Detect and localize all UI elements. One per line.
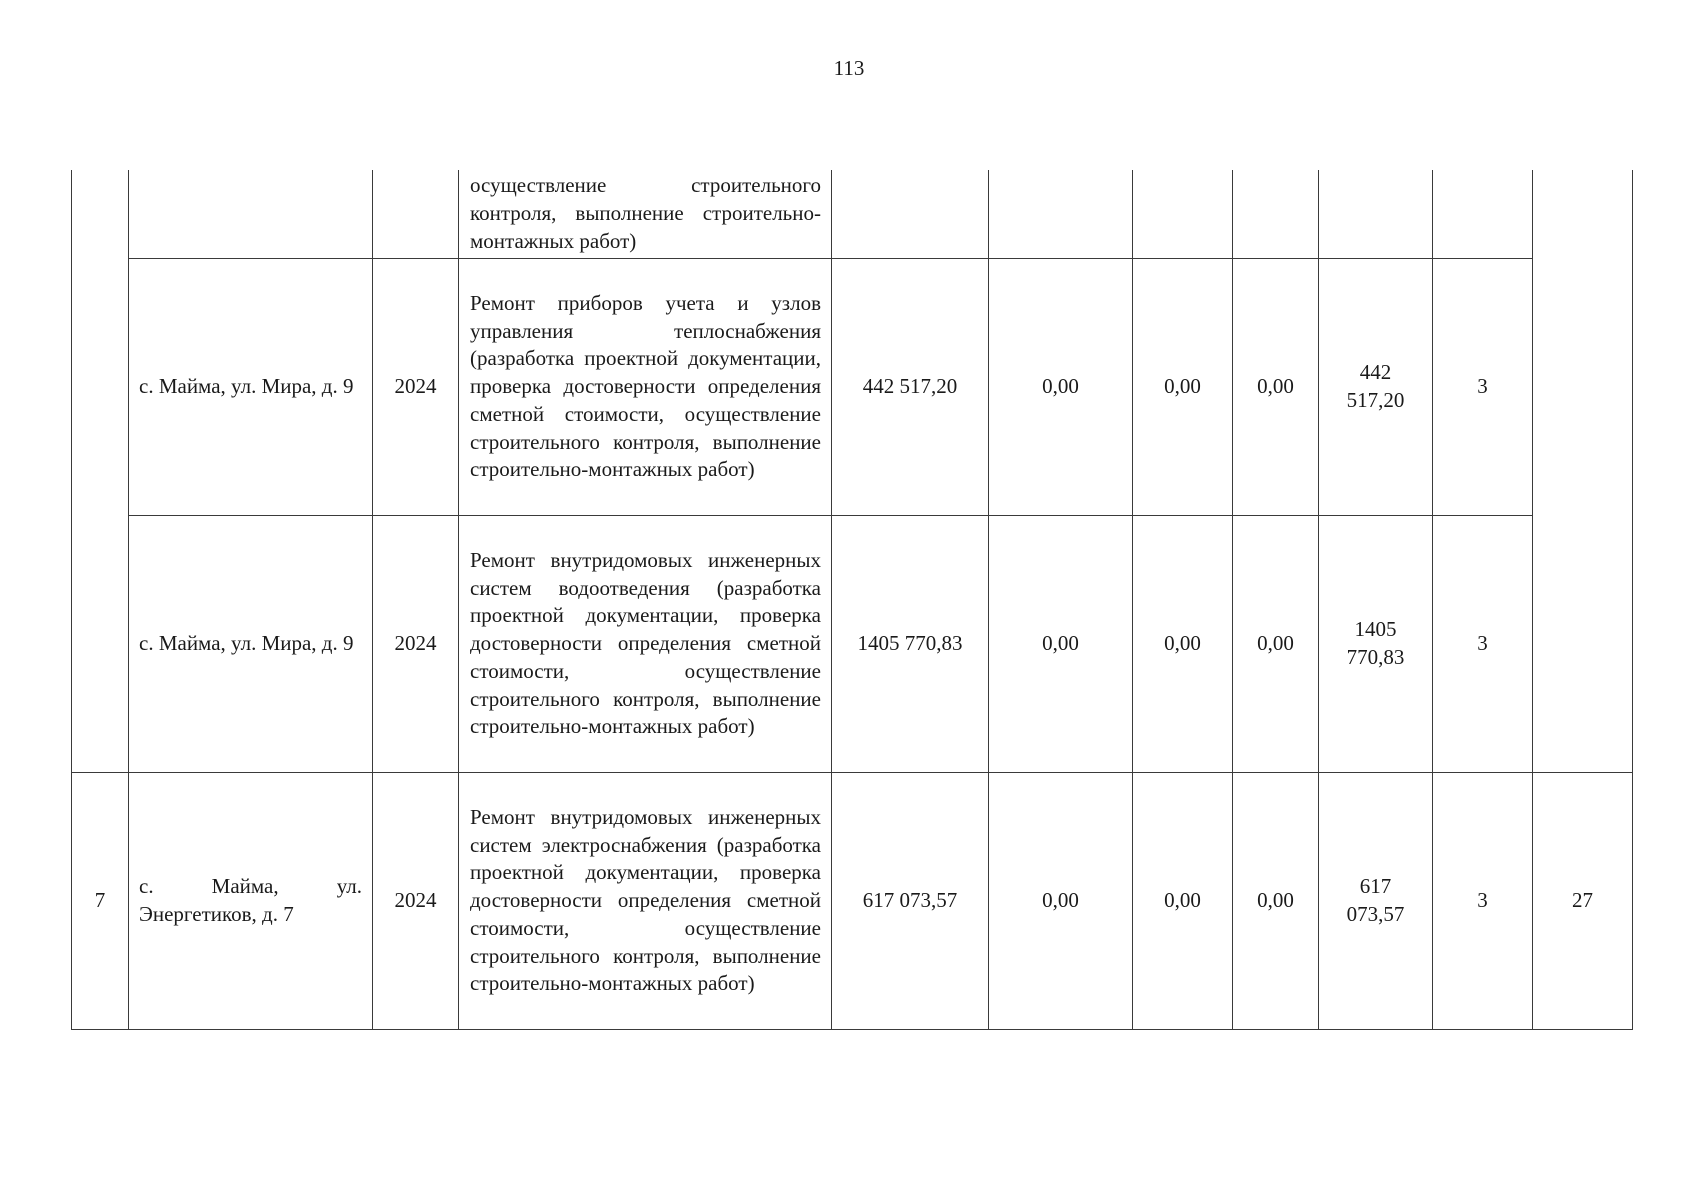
value-cell: 0,00 (989, 516, 1133, 773)
year-cell: 2024 (373, 259, 459, 516)
value-cell (989, 170, 1133, 259)
year-cell (373, 170, 459, 259)
table-row (72, 170, 1633, 259)
value-cell: 27 (1533, 773, 1633, 1030)
total-cost-cell: 617 073,57 (832, 773, 989, 1030)
value-cell (1233, 170, 1319, 259)
value-cell: 0,00 (989, 259, 1133, 516)
table-row (72, 773, 1633, 1030)
value-cell: 442 517,20 (1319, 259, 1433, 516)
row-number-cell: 7 (72, 773, 129, 1030)
table-row (72, 516, 1633, 773)
total-cost-cell: 1405 770,83 (832, 516, 989, 773)
value-cell: 0,00 (1233, 773, 1319, 1030)
table-row (72, 259, 1633, 516)
row-number-cell (72, 170, 129, 773)
value-cell (1319, 170, 1433, 259)
description-cell: Ремонт внутридомовых инженерных систем электроснабжения (разработка проектной документации, проверка достоверности определения сметной стоимости, осуществление строительного контроля, выполнение строительно-монтажных работ) (459, 773, 832, 1030)
value-cell (1533, 170, 1633, 773)
description-cell: Ремонт приборов учета и узлов управления теплоснабжения (разработка проектной документации, проверка достоверности определения сметной стоимости, осуществление строительного контроля, выполнение строительно-монтажных работ) (459, 259, 832, 516)
value-cell: 0,00 (1133, 259, 1233, 516)
value-cell: 3 (1433, 259, 1533, 516)
value-cell (1133, 170, 1233, 259)
page-number: 113 (833, 56, 865, 80)
value-cell (1433, 170, 1533, 259)
value-cell: 617 073,57 (1319, 773, 1433, 1030)
address-cell: с. Майма, ул. Мира, д. 9 (129, 259, 373, 516)
value-cell: 3 (1433, 516, 1533, 773)
value-cell: 0,00 (1233, 516, 1319, 773)
total-cost-cell: 442 517,20 (832, 259, 989, 516)
address-cell: с. Майма, ул. Мира, д. 9 (129, 516, 373, 773)
description-cell: Ремонт внутридомовых инженерных систем водоотведения (разработка проектной документации, проверка достоверности определения сметной стоимости, осуществление строительного контроля, выполнение строительно-монтажных работ) (459, 516, 832, 773)
work-table (71, 170, 1633, 1030)
address-cell (129, 170, 373, 259)
value-cell: 0,00 (1233, 259, 1319, 516)
total-cost-cell (832, 170, 989, 259)
value-cell: 0,00 (1133, 516, 1233, 773)
address-cell: с. Майма, ул. Энергетиков, д. 7 (129, 773, 373, 1030)
description-cell: осуществление строительного контроля, выполнение строительно-монтажных работ) (459, 170, 832, 259)
year-cell: 2024 (373, 516, 459, 773)
value-cell: 3 (1433, 773, 1533, 1030)
value-cell: 0,00 (989, 773, 1133, 1030)
value-cell: 1405 770,83 (1319, 516, 1433, 773)
year-cell: 2024 (373, 773, 459, 1030)
value-cell: 0,00 (1133, 773, 1233, 1030)
